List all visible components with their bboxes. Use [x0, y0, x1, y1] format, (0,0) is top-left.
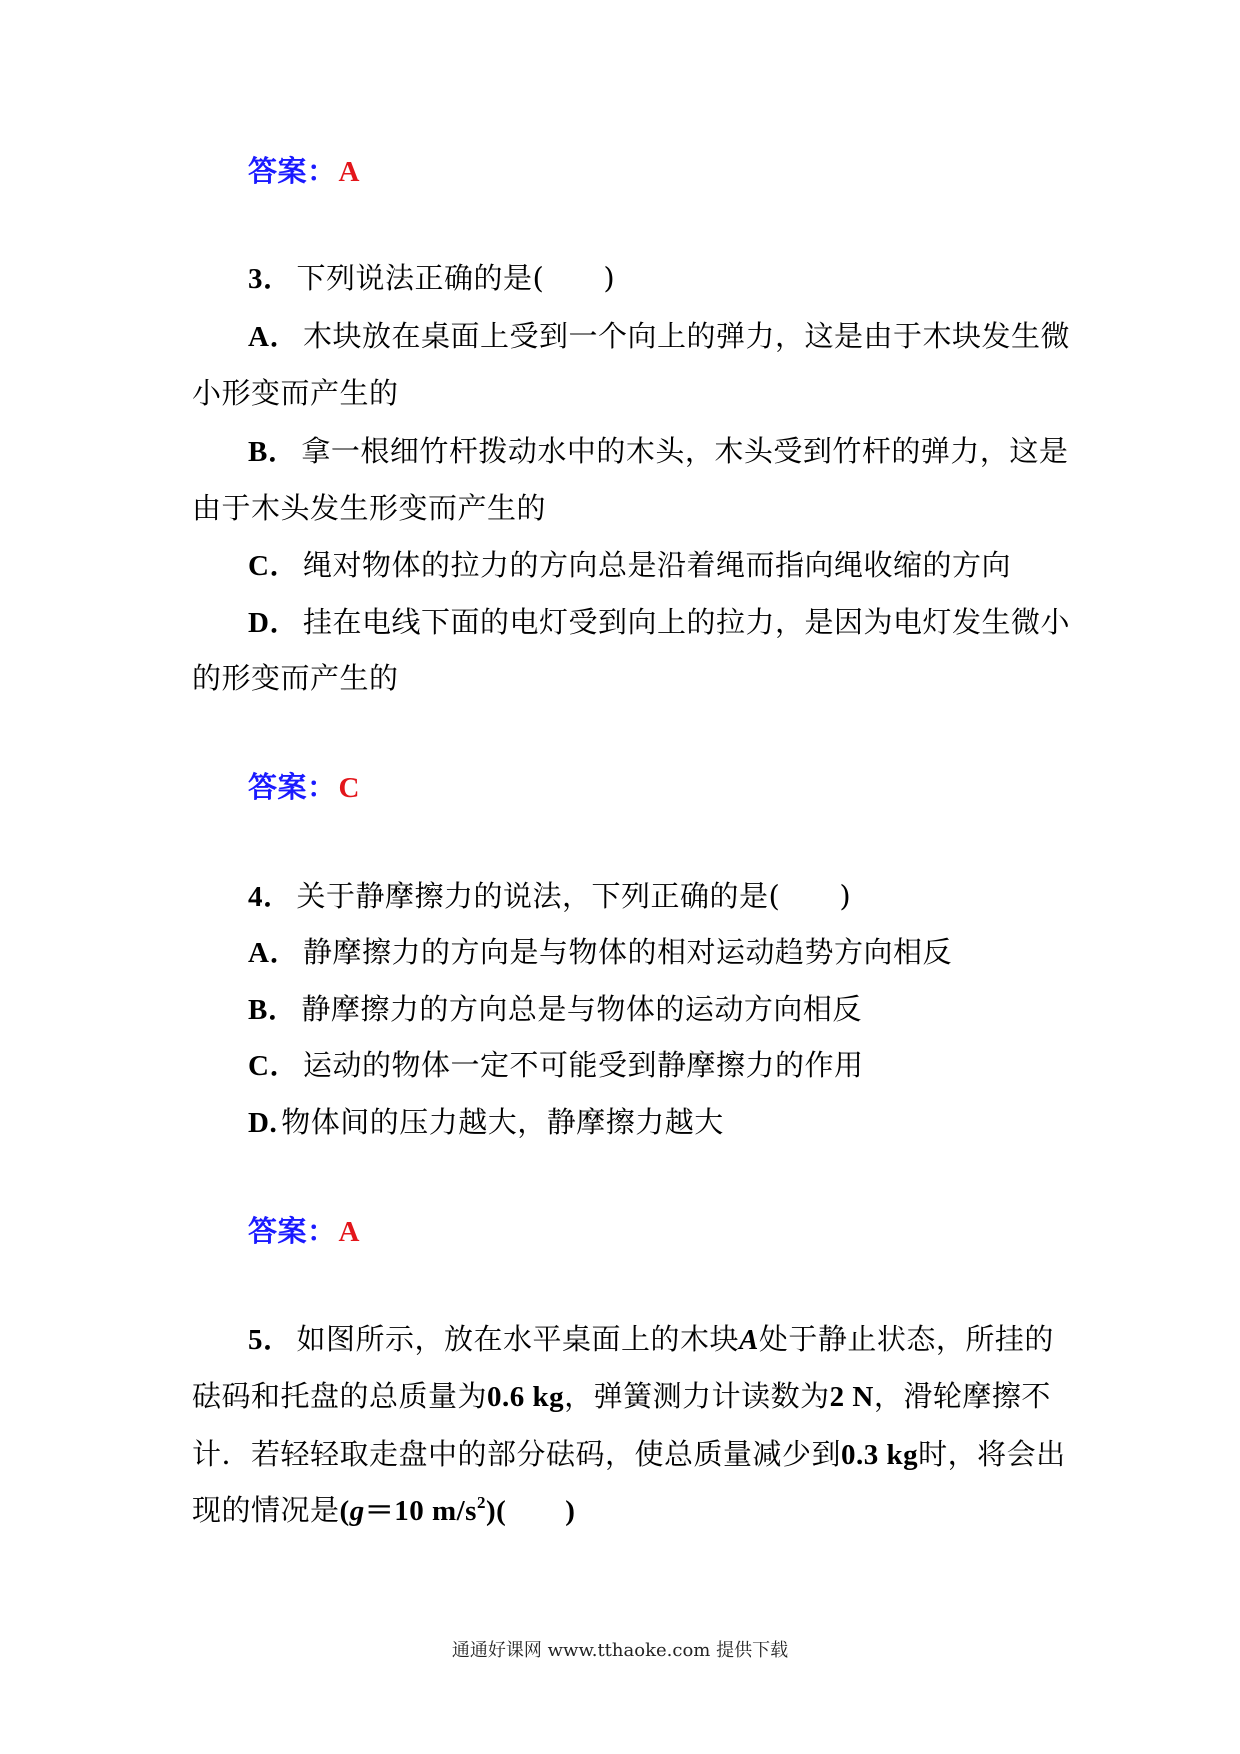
page-footer: 通通好课网 www.tthaoke.com 提供下载 [451, 1640, 789, 1661]
option-letter: B． [248, 436, 298, 468]
question-text: 关于静摩擦力的说法，下列正确的是( ) [296, 879, 852, 913]
force-value: 2 N [829, 1381, 874, 1413]
answer-blank: ( ) [496, 1495, 576, 1527]
option-text: 小形变而产生的 [192, 376, 399, 410]
question-4-option-d [248, 1102, 724, 1142]
answer-line [248, 1211, 360, 1251]
answer-label: 答案： [248, 770, 337, 804]
option-letter: B． [248, 994, 298, 1026]
option-letter: C． [248, 550, 299, 582]
variable-a: A [739, 1324, 759, 1356]
question-3-option-c [248, 545, 1011, 585]
question-3-option-d-continued [192, 658, 399, 698]
question-3-option-b [248, 431, 1068, 471]
answer-line [248, 151, 360, 191]
question-3-option-b-continued [192, 488, 546, 528]
question-number: 3． [248, 263, 293, 295]
gravity-value: ＝10 m/s [364, 1495, 477, 1527]
question-text: ，弹簧测力计读数为 [564, 1379, 830, 1413]
option-text: 绳对物体的拉力的方向总是沿着绳而指向绳收缩的方向 [302, 548, 1011, 582]
option-letter: C． [248, 1050, 299, 1082]
question-text: 时，将会出 [918, 1437, 1066, 1471]
option-text: 物体间的压力越大，静摩擦力越大 [281, 1105, 724, 1139]
option-letter: D． [248, 607, 299, 639]
question-5-line-1 [248, 1319, 1054, 1359]
option-text: 由于木头发生形变而产生的 [192, 491, 547, 525]
mass-value: 0.3 kg [841, 1439, 919, 1471]
variable-g: g [349, 1495, 365, 1527]
question-4-stem [248, 876, 851, 916]
question-4-option-b [248, 989, 862, 1029]
option-text: 挂在电线下面的电灯受到向上的拉力，是因为电灯发生微小 [302, 605, 1070, 639]
question-text: 下列说法正确的是( ) [296, 261, 616, 295]
question-4-option-c [248, 1045, 863, 1085]
question-text: 处于静止状态，所挂的 [758, 1322, 1054, 1356]
option-text: 静摩擦力的方向是与物体的相对运动趋势方向相反 [302, 935, 952, 969]
mass-value: 0.6 kg [487, 1381, 565, 1413]
option-text: 木块放在桌面上受到一个向上的弹力，这是由于木块发生微 [302, 319, 1070, 353]
option-letter: A． [248, 937, 299, 969]
answer-value: C [338, 772, 360, 804]
option-letter: A． [248, 321, 299, 353]
option-text: 静摩擦力的方向总是与物体的运动方向相反 [301, 992, 862, 1026]
question-text: 现的情况是 [192, 1493, 340, 1527]
question-5-line-4 [192, 1490, 575, 1530]
formula-open-paren: ( [339, 1495, 350, 1527]
question-text: 如图所示，放在水平桌面上的木块 [296, 1322, 740, 1356]
question-3-stem [248, 258, 615, 298]
question-5-line-3 [192, 1434, 1066, 1474]
option-text: 的形变而产生的 [192, 661, 399, 695]
question-text: 砝码和托盘的总质量为 [192, 1379, 488, 1413]
question-number: 4． [248, 881, 293, 913]
answer-value: A [338, 1216, 360, 1248]
exponent: 2 [476, 1493, 486, 1512]
answer-value: A [338, 156, 360, 188]
question-3-option-a [248, 316, 1070, 356]
question-4-option-a [248, 932, 952, 972]
question-number: 5． [248, 1324, 293, 1356]
question-text: ，滑轮摩擦不 [873, 1379, 1051, 1413]
question-3-option-d [248, 602, 1070, 642]
answer-label: 答案： [248, 154, 337, 188]
question-5-line-2 [192, 1376, 1051, 1416]
formula-close-paren: ) [485, 1495, 497, 1527]
answer-label: 答案： [248, 1214, 337, 1248]
question-text: 计．若轻轻取走盘中的部分砝码，使总质量减少到 [192, 1437, 842, 1471]
option-text: 运动的物体一定不可能受到静摩擦力的作用 [302, 1048, 864, 1082]
option-letter: D. [248, 1107, 278, 1139]
answer-line [248, 767, 360, 807]
option-text: 拿一根细竹杆拨动水中的木头，木头受到竹杆的弹力，这是 [301, 434, 1069, 468]
question-3-option-a-continued [192, 373, 399, 413]
